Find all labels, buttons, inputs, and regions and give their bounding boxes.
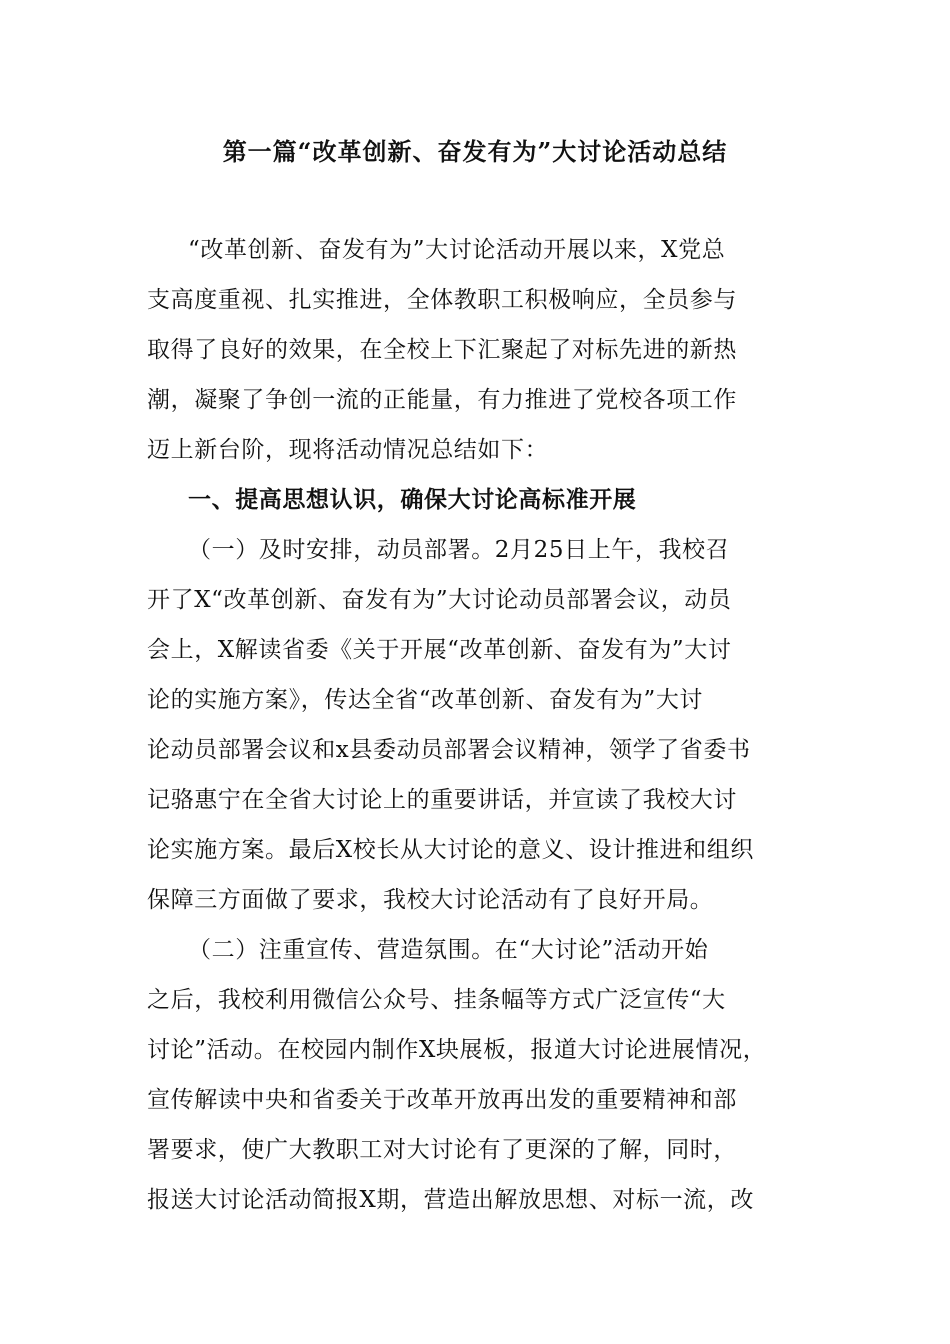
paragraph-line: 报送大讨论活动简报X期，营造出解放思想、对标一流，改 [147,1187,754,1213]
paragraph-line: 论动员部署会议和x县委动员部署会议精神，领学了省委书 [147,737,751,763]
paragraph-line: （一）及时安排，动员部署。2月25日上午，我校召 [188,537,730,563]
paragraph-line: 开了X“改革创新、奋发有为”大讨论动员部署会议，动员 [147,587,732,613]
paragraph-line: 论实施方案。最后X校长从大讨论的意义、设计推进和组织 [147,837,754,863]
paragraph-line: 潮，凝聚了争创一流的正能量，有力推进了党校各项工作 [147,387,737,413]
paragraph-line: 支高度重视、扎实推进，全体教职工积极响应，全员参与 [147,287,737,313]
section-heading: 一、提高思想认识，确保大讨论高标准开展 [188,486,637,513]
document-title: 第一篇“改革创新、奋发有为”大讨论活动总结 [222,137,728,166]
paragraph-line: 宣传解读中央和省委关于改革开放再出发的重要精神和部 [147,1087,737,1113]
paragraph-line: 迈上新台阶，现将活动情况总结如下： [147,437,549,463]
paragraph-line: 讨论”活动。在校园内制作X块展板，报道大讨论进展情况， [147,1037,767,1063]
paragraph-line: 论的实施方案》，传达全省“改革创新、奋发有为”大讨 [147,687,704,713]
paragraph-line: 会上，X解读省委《关于开展“改革创新、奋发有为”大讨 [147,637,732,663]
paragraph-line: “改革创新、奋发有为”大讨论活动开展以来，X党总 [188,237,726,263]
paragraph-line: 记骆惠宁在全省大讨论上的重要讲话，并宣读了我校大讨 [147,787,737,813]
paragraph-line: 之后，我校利用微信公众号、挂条幅等方式广泛宣传“大 [147,987,726,1013]
paragraph-line: 保障三方面做了要求，我校大讨论活动有了良好开局。 [147,887,714,913]
paragraph-line: 取得了良好的效果，在全校上下汇聚起了对标先进的新热 [147,337,737,363]
paragraph-line: （二）注重宣传、营造氛围。在“大讨论”活动开始 [188,937,709,963]
paragraph-line: 署要求，使广大教职工对大讨论有了更深的了解，同时， [147,1137,737,1163]
